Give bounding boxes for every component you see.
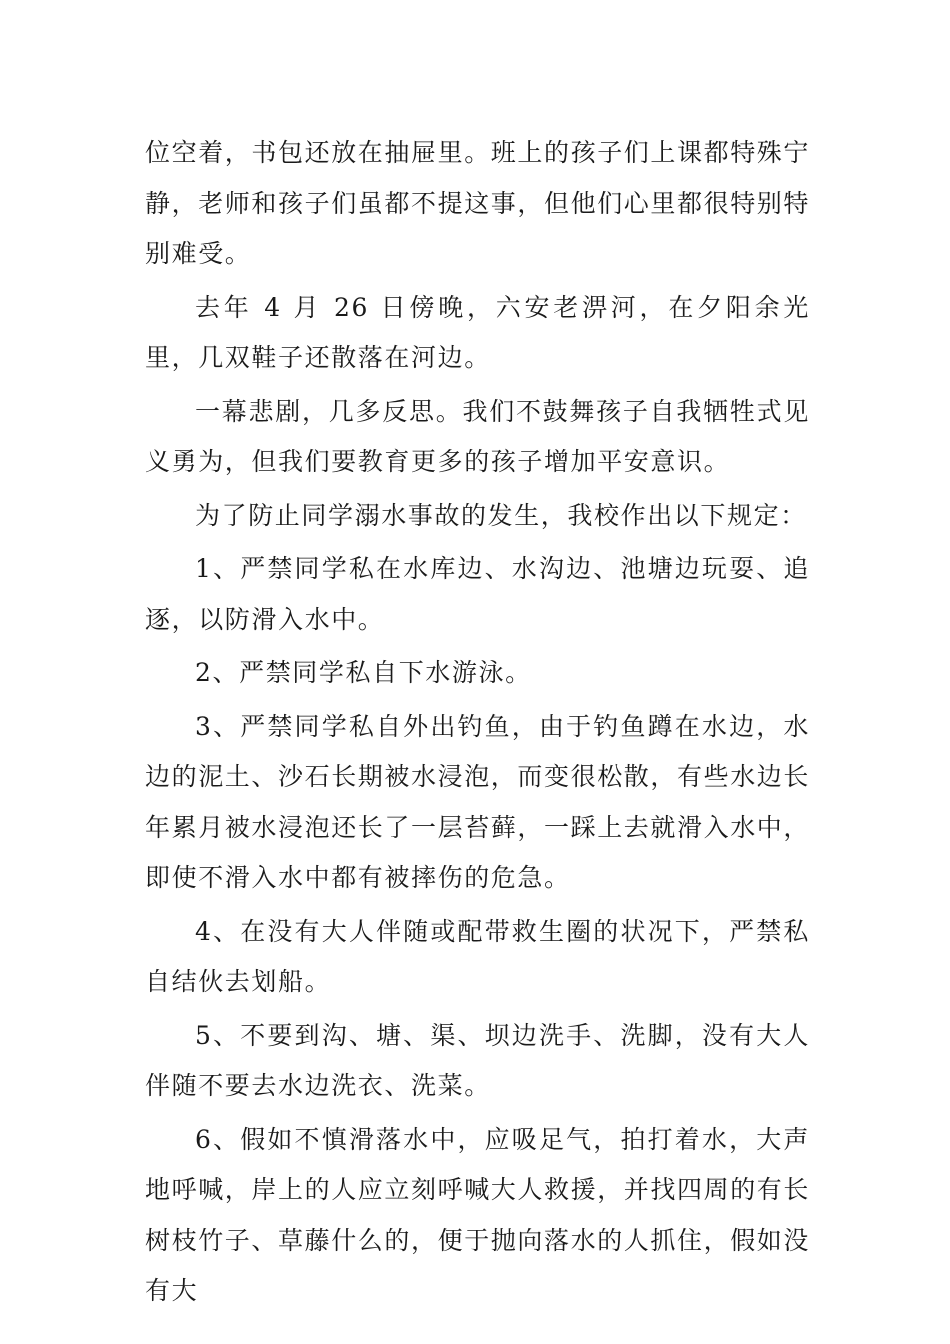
rule-item-4: 4、在没有大人伴随或配带救生圈的状况下，严禁私自结伙去划船。 bbox=[145, 916, 810, 996]
rule-item-6: 6、假如不慎滑落水中，应吸足气，拍打着水，大声地呼喊，岸上的人应立刻呼喊大人救援，并找四周的有长树枝竹子、草藤什么的，便于抛向落水的人抓住，假如没有大 bbox=[145, 1124, 811, 1305]
rule-item-3: 3、严禁同学私自外出钓鱼，由于钓鱼蹲在水边，水边的泥土、沙石长期被水浸泡，而变很松散，有些水边长年累月被水浸泡还长了一层苔藓，一踩上去就滑入水中，即使不滑入水中都有被摔伤的危急。 bbox=[145, 711, 811, 892]
rule-item-5: 5、不要到沟、塘、渠、坝边洗手、洗脚，没有大人伴随不要去水边洗衣、洗菜。 bbox=[145, 1020, 810, 1100]
paragraph-rules-intro: 为了防止同学溺水事故的发生，我校作出以下规定： bbox=[195, 500, 807, 530]
document-body bbox=[145, 128, 810, 1320]
rule-item-1: 1、严禁同学私在水库边、水沟边、池塘边玩耍、追逐，以防滑入水中。 bbox=[145, 554, 810, 634]
paragraph-reflection: 一幕悲剧，几多反思。我们不鼓舞孩子自我牺牲式见义勇为，但我们要教育更多的孩子增加平安意识。 bbox=[145, 396, 810, 476]
paragraph-continuation: 位空着，书包还放在抽屉里。班上的孩子们上课都特殊宁静，老师和孩子们虽都不提这事，但他们心里都很特别特别难受。 bbox=[145, 138, 811, 268]
paragraph-lu-river: 去年 4 月 26 日傍晚，六安老淠河，在夕阳余光里，几双鞋子还散落在河边。 bbox=[145, 292, 810, 372]
rule-item-2: 2、严禁同学私自下水游泳。 bbox=[195, 658, 532, 687]
